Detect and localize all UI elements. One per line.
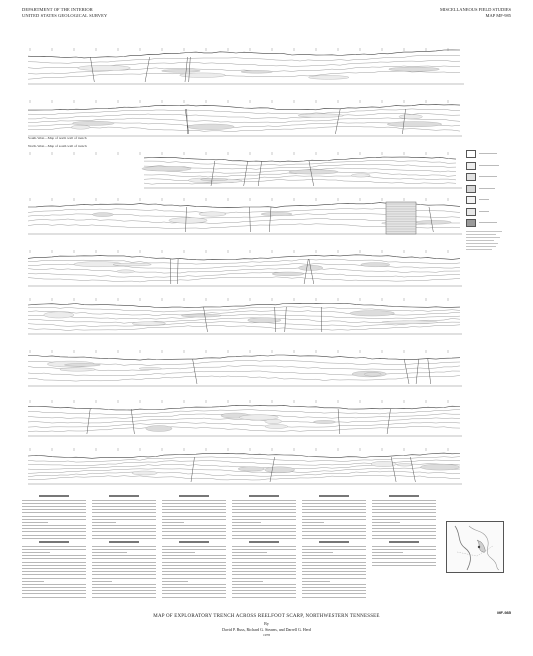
trench-wall-strip <box>24 350 466 390</box>
series-name: MISCELLANEOUS FIELD STUDIES <box>439 7 511 12</box>
trench-log-drawing <box>24 198 466 238</box>
legend-item <box>466 162 512 170</box>
authors: David P. Russ, Richard G. Stearns, and Darrell G. Herd <box>222 627 311 632</box>
legend-item <box>466 196 512 204</box>
trench-wall-strip <box>24 48 466 88</box>
map-number: MAP MF-985 <box>485 12 511 18</box>
trench-wall-strip <box>24 198 466 238</box>
text-column <box>92 494 156 600</box>
legend <box>466 150 512 252</box>
trench-log-drawing <box>24 250 466 290</box>
inset-map-drawing <box>447 522 503 572</box>
text-column <box>372 494 436 568</box>
trench-log-drawing <box>24 298 466 338</box>
trench-wall-strip <box>24 100 466 140</box>
legend-item <box>466 219 512 227</box>
trench-log-drawing <box>24 400 466 440</box>
trench-log-drawing <box>24 48 466 88</box>
text-column <box>302 494 366 600</box>
trench-wall-strip <box>24 152 466 192</box>
legend-item <box>466 208 512 216</box>
trench-wall-strip <box>24 298 466 338</box>
by-line: By <box>264 621 269 626</box>
trench-log-drawing <box>24 448 466 488</box>
survey-name: UNITED STATES GEOLOGICAL SURVEY <box>22 12 108 18</box>
legend-item <box>466 150 512 158</box>
north-wall-note: South-West—Map of north wall of trench <box>28 136 87 140</box>
text-column <box>162 494 226 600</box>
location-inset-map <box>446 521 504 573</box>
map-title: MAP OF EXPLORATORY TRENCH ACROSS REELFOOT SCARP, NORTHWESTERN TENNESSEE <box>153 614 380 619</box>
title-block <box>0 614 533 637</box>
explanatory-text <box>22 494 512 600</box>
legend-symbol-notes <box>466 231 512 250</box>
legend-item <box>466 173 512 181</box>
trench-log-drawing <box>24 100 466 140</box>
trench-wall-strip <box>24 400 466 440</box>
series-header <box>440 7 511 18</box>
agency-header <box>22 7 107 18</box>
legend-item <box>466 185 512 193</box>
text-column <box>232 494 296 600</box>
trench-wall-strip <box>24 250 466 290</box>
south-wall-note: North-West—Map of south wall of trench <box>28 144 87 148</box>
trench-log-drawing <box>24 350 466 390</box>
text-column <box>22 494 86 600</box>
map-code: MF-985 <box>497 610 511 615</box>
department-name: DEPARTMENT OF THE INTERIOR <box>22 7 93 12</box>
trench-log-drawing <box>24 152 466 192</box>
trench-wall-strip <box>24 448 466 488</box>
publication-year: 1978 <box>263 633 270 637</box>
